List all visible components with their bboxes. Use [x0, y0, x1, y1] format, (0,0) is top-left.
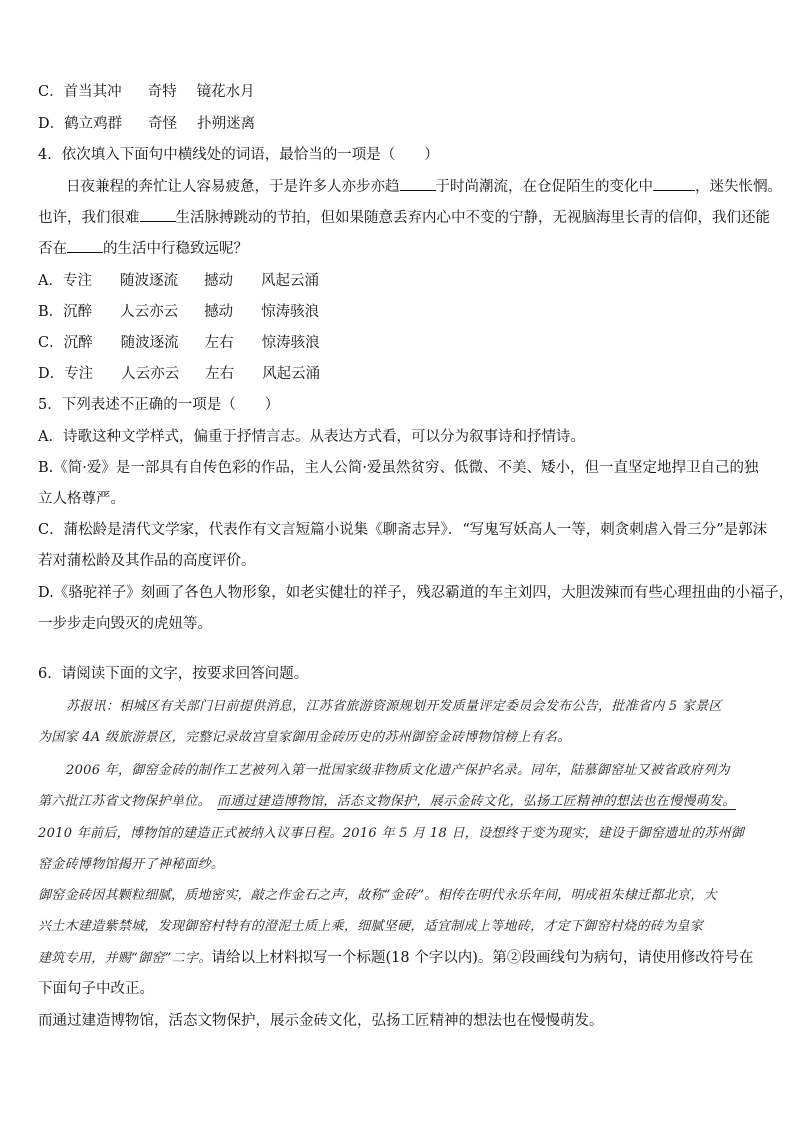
q3-option-c: C．首当其冲 奇特 镜花水月 [38, 84, 255, 100]
passage-line9: 建筑专用，并赐“御窑”二字。请给以上材料拟写一个标题(18 个字以内)。第②段画线句为病句，请使用修改符号在 [38, 950, 754, 966]
passage-line1: 苏报讯：相城区有关部门日前提供消息，江苏省旅游资源规划开发质量评定委员会发布公告，批准省内 5 家景区 [66, 699, 722, 714]
q4-passage-line2: 也许，我们很难 生活脉搏跳动的节拍，但如果随意丢弃内心中不变的宁静，无视脑海里长青的信仰，我们还能 [38, 210, 770, 226]
q5-option-a: A．诗歌这种文学样式，偏重于抒情言志。从表达方式看，可以分为叙事诗和抒情诗。 [38, 429, 585, 445]
q5-option-d-line2: 一步步走向毁灭的虎妞等。 [38, 616, 212, 632]
fill-blank-2 [653, 178, 695, 191]
q4-option-d: D．专注 人云亦云 左右 风起云涌 [38, 366, 321, 382]
q5-option-d-line1: D.《骆驼祥子》刻画了各色人物形象，如老实健壮的祥子，残忍霸道的车主刘四，大胆泼辣而有些心理扭曲的小福子， [38, 585, 794, 601]
q6-instruction-end: 下面句子中改正。 [38, 981, 154, 997]
q4-option-c: C．沉醉 随波逐流 左右 惊涛骇浪 [38, 335, 320, 351]
passage-line8: 兴土木建造紫禁城，发现御窑村特有的澄泥土质上乘，细腻坚硬，适宜制成上等地砖，才定下御窑村烧的砖为皇家 [38, 919, 704, 934]
q5-option-c-line1: C．蒲松龄是清代文学家，代表作有文言短篇小说集《聊斋志异》．“写鬼写妖高人一等，刺贪刺虐入骨三分”是郭沫 [38, 522, 768, 538]
passage-line4: 第六批江苏省文物保护单位。 而通过建造博物馆，活态文物保护，展示金砖文化，弘扬工匠精神的想法也在慢慢萌发。 [38, 794, 736, 809]
passage-line3: 2006 年，御窑金砖的制作工艺被列入第一批国家级非物质文化遗产保护名录。同年，陆慕御窑址又被省政府列为 [66, 763, 730, 778]
q5-option-c-line2: 若对蒲松龄及其作品的高度评价。 [38, 553, 256, 569]
q4-passage-line1: 日夜兼程的奔忙让人容易疲惫，于是许多人亦步亦趋 于时尚潮流，在仓促陌生的变化中 ，迷失怅惘。 [66, 179, 782, 195]
q6-stem: 6．请阅读下面的文字，按要求回答问题。 [38, 666, 309, 682]
q4-stem: 4．依次填入下面句中横线处的词语，最恰当的一项是（ ） [38, 147, 439, 163]
q5-stem: 5．下列表述不正确的一项是（ ） [38, 397, 280, 413]
passage-line6: 窑金砖博物馆揭开了神秘面纱。 [38, 857, 225, 872]
sentence-to-correct: 而通过建造博物馆，活态文物保护，展示金砖文化，弘扬工匠精神的想法也在慢慢萌发。 [38, 1013, 604, 1029]
fill-blank-1 [400, 178, 436, 191]
fill-blank-4 [67, 240, 103, 253]
underlined-sentence: 而通过建造博物馆，活态文物保护，展示金砖文化，弘扬工匠精神的想法也在慢慢萌发。 [216, 794, 736, 809]
q4-option-b: B．沉醉 人云亦云 撼动 惊涛骇浪 [38, 304, 320, 320]
q5-option-b-line2: 立人格尊严。 [38, 491, 125, 507]
fill-blank-3 [140, 209, 176, 222]
q4-option-a: A．专注 随波逐流 撼动 风起云涌 [38, 273, 319, 289]
q3-option-d: D．鹤立鸡群 奇怪 扑朔迷离 [38, 116, 256, 132]
passage-line2: 为国家 4A 级旅游景区，完整记录故宫皇家御用金砖历史的苏州御窑金砖博物馆榜上有名。 [38, 730, 571, 745]
q4-passage-line3: 否在 的生活中行稳致远呢？ [38, 241, 248, 257]
passage-line5: 2010 年前后，博物馆的建造正式被纳入议事日程。2016 年 5 月 18 日，设想终于变为现实，建设于御窑遗址的苏州御 [38, 826, 745, 841]
q5-option-b-line1: B.《简·爱》是一部具有自传色彩的作品，主人公简·爱虽然贫穷、低微、不美、矮小，但一直坚定地捍卫自己的独 [38, 460, 759, 476]
passage-line7: 御窑金砖因其颗粒细腻，质地密实，敲之作金石之声，故称“金砖”。相传在明代永乐年间，明成祖朱棣迁都北京，大 [38, 888, 717, 903]
